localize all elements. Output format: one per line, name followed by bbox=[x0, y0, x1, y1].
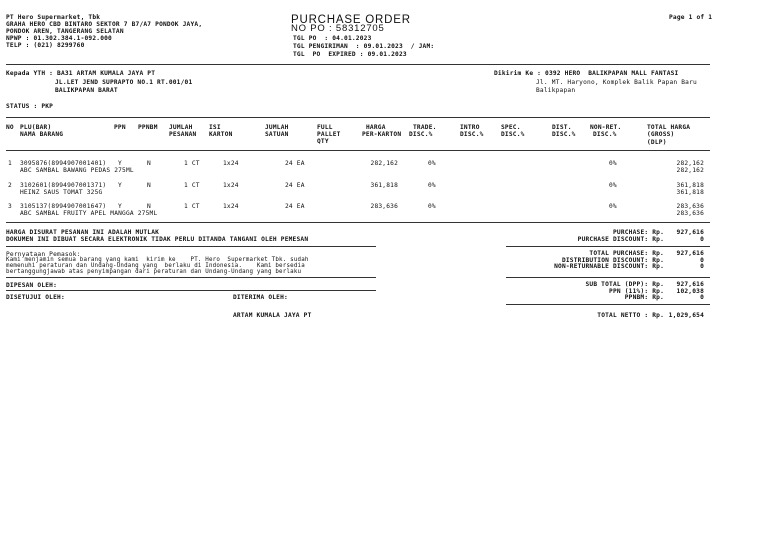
col-jumlah-pesanan-2: PESANAN bbox=[169, 131, 197, 138]
item-nonret: 0% bbox=[609, 203, 617, 210]
item-dlp: 282,162 bbox=[676, 167, 704, 174]
item-plu: 3095876(8994907001401) bbox=[20, 160, 107, 167]
total-label: PURCHASE DISCOUNT: Rp. bbox=[577, 236, 664, 243]
col-jumlah-pesanan-1: JUMLAH bbox=[169, 124, 193, 131]
item-pesanan: 1 CT bbox=[184, 203, 200, 210]
po-date: TGL PO : 04.01.2023 bbox=[293, 35, 372, 42]
item-dlp: 361,818 bbox=[676, 189, 704, 196]
total-label: TOTAL PURCHASE: Rp. bbox=[589, 250, 664, 257]
item-plu: 3105137(8994907001647) bbox=[20, 203, 107, 210]
item-pesanan: 1 CT bbox=[184, 182, 200, 189]
company-telp: TELP : (021) 8299760 bbox=[6, 42, 85, 49]
ordered-by-label: DIPESAN OLEH: bbox=[6, 282, 58, 289]
col-trade-1: TRADE. bbox=[413, 124, 437, 131]
total-value: 0 bbox=[700, 294, 704, 301]
item-pesanan: 1 CT bbox=[184, 160, 200, 167]
total-value: 927,616 bbox=[676, 281, 704, 288]
col-ppnbm: PPNBM bbox=[138, 124, 158, 131]
item-satuan: 24 EA bbox=[285, 182, 305, 189]
col-no: NO bbox=[6, 124, 14, 131]
total-label: SUB TOTAL (DPP): Rp. bbox=[585, 281, 664, 288]
recipient-address-1: JL.LET JEND SUPRAPTO NO.1 RT.001/01 bbox=[55, 79, 193, 86]
divider bbox=[506, 304, 710, 305]
total-value: 0 bbox=[700, 263, 704, 270]
note-electronic-document: DOKUMEN INI DIBUAT SECARA ELEKTRONIK TIDAK PERLU DITANDA TANGANI OLEH PEMESAN bbox=[6, 236, 309, 243]
total-netto-value: 1,029,654 bbox=[668, 312, 704, 319]
supplier-name-signature: ARTAM KUMALA JAYA PT bbox=[233, 312, 312, 319]
col-total-harga-2: (GROSS) bbox=[647, 131, 675, 138]
col-isi-karton-1: ISI bbox=[209, 124, 221, 131]
item-nonret: 0% bbox=[609, 182, 617, 189]
divider bbox=[6, 117, 710, 118]
divider bbox=[506, 246, 710, 247]
item-ppnbm: N bbox=[147, 160, 151, 167]
item-gross: 283,636 bbox=[676, 203, 704, 210]
total-value: 0 bbox=[700, 236, 704, 243]
item-nonret: 0% bbox=[609, 160, 617, 167]
col-full-pallet-1: FULL bbox=[317, 124, 333, 131]
total-label: PPNBM: Rp. bbox=[624, 294, 664, 301]
supplier-statement-line1: Kami menjamin semua barang yang kami kirim ke PT. Hero Supermarket Tbk. sudah bbox=[6, 257, 309, 263]
divider bbox=[6, 150, 710, 151]
item-ppnbm: N bbox=[147, 203, 151, 210]
item-plu: 3102601(8994907001371) bbox=[20, 182, 107, 189]
col-dist-2: DISC.% bbox=[552, 131, 576, 138]
total-value: 927,616 bbox=[676, 229, 704, 236]
item-isi: 1x24 bbox=[223, 182, 239, 189]
recipient-address-2: BALIKPAPAN BARAT bbox=[55, 87, 118, 94]
col-spec-2: DISC.% bbox=[501, 131, 525, 138]
col-total-harga-3: (DLP) bbox=[647, 139, 667, 146]
col-trade-2: DISC.% bbox=[409, 131, 433, 138]
page-indicator: Page 1 of 1 bbox=[669, 14, 713, 21]
item-isi: 1x24 bbox=[223, 203, 239, 210]
divider bbox=[506, 277, 710, 278]
recipient-label: Kepada YTH : BA31 ARTAM KUMALA JAYA PT bbox=[6, 70, 156, 77]
col-isi-karton-2: KARTON bbox=[209, 131, 233, 138]
po-delivery-date: TGL PENGIRIMAN : 09.01.2023 / JAM: bbox=[293, 43, 435, 50]
ship-to-label: Dikirim Ke : 0392 HERO BALIKPAPAN MALL FANTASI bbox=[494, 70, 679, 77]
item-trade: 0% bbox=[428, 182, 436, 189]
item-ppn: Y bbox=[118, 182, 122, 189]
total-netto-label: TOTAL NETTO : Rp. bbox=[597, 312, 664, 319]
col-full-pallet-2: PALLET bbox=[317, 131, 341, 138]
col-nama-barang: NAMA BARANG bbox=[20, 131, 64, 138]
item-harga: 361,818 bbox=[370, 182, 398, 189]
total-label: DISTRIBUTION DISCOUNT: Rp. bbox=[561, 257, 664, 264]
item-no: 1 bbox=[8, 160, 12, 167]
item-gross: 282,162 bbox=[676, 160, 704, 167]
col-plu: PLU(BAR) bbox=[20, 124, 52, 131]
item-satuan: 24 EA bbox=[285, 203, 305, 210]
total-label: PPN (11%): Rp. bbox=[609, 288, 664, 295]
company-npwp: NPWP : 01.302.384.1-092.000 bbox=[6, 35, 112, 42]
col-ppn: PPN bbox=[114, 124, 126, 131]
col-jumlah-satuan-1: JUMLAH bbox=[265, 124, 289, 131]
total-label: NON-RETURNABLE DISCOUNT: Rp. bbox=[554, 263, 664, 270]
ship-to-address-2: Balikpapan bbox=[536, 87, 576, 94]
divider bbox=[6, 222, 710, 223]
status: STATUS : PKP bbox=[6, 103, 54, 110]
item-no: 2 bbox=[8, 182, 12, 189]
po-expired-date: TGL PO EXPIRED : 09.01.2023 bbox=[293, 51, 407, 58]
company-address-1: GRAHA HERO CBD BINTARO SEKTOR 7 B7/A7 PONDOK JAYA, bbox=[6, 21, 203, 28]
item-trade: 0% bbox=[428, 203, 436, 210]
item-name: HEINZ SAUS TOMAT 325G bbox=[20, 189, 103, 196]
item-harga: 282,162 bbox=[370, 160, 398, 167]
col-spec-1: SPEC. bbox=[501, 124, 521, 131]
total-value: 102,038 bbox=[676, 288, 704, 295]
item-name: ABC SAMBAL FRUITY APEL MANGGA 275ML bbox=[20, 210, 158, 217]
company-name: PT Hero Supermarket, Tbk bbox=[6, 14, 101, 21]
item-no: 3 bbox=[8, 203, 12, 210]
ship-to-address-1: Jl. MT. Haryono, Komplek Balik Papan Baru bbox=[536, 79, 697, 86]
total-value: 927,616 bbox=[676, 250, 704, 257]
col-jumlah-satuan-2: SATUAN bbox=[265, 131, 289, 138]
col-harga-2: PER-KARTON bbox=[362, 131, 402, 138]
note-price-absolute: HARGA DISURAT PESANAN INI ADALAH MUTLAK bbox=[6, 229, 160, 236]
item-ppn: Y bbox=[118, 203, 122, 210]
po-number: NO PO : 58312705 bbox=[291, 23, 385, 34]
item-gross: 361,818 bbox=[676, 182, 704, 189]
col-nonret-2: DISC.% bbox=[593, 131, 617, 138]
company-address-2: PONDOK AREN, TANGERANG SELATAN bbox=[6, 28, 124, 35]
document-title: PURCHASE ORDER bbox=[291, 14, 411, 26]
received-by-label: DITERIMA OLEH: bbox=[233, 294, 288, 301]
divider bbox=[6, 277, 376, 278]
item-harga: 283,636 bbox=[370, 203, 398, 210]
col-full-pallet-3: QTY bbox=[317, 138, 329, 145]
item-isi: 1x24 bbox=[223, 160, 239, 167]
divider bbox=[6, 246, 376, 247]
divider bbox=[6, 290, 376, 291]
total-value: 0 bbox=[700, 257, 704, 264]
divider bbox=[6, 64, 710, 65]
supplier-statement-line2: memenuhi peraturan dan Undang-Undang yang berlaku di Indonesia. Kami bersedia bbox=[6, 263, 305, 269]
supplier-statement-title: Pernyataan Pemasok: bbox=[6, 251, 81, 258]
item-ppnbm: N bbox=[147, 182, 151, 189]
col-intro-2: DISC.% bbox=[460, 131, 484, 138]
col-harga-1: HARGA bbox=[366, 124, 386, 131]
item-satuan: 24 EA bbox=[285, 160, 305, 167]
col-total-harga-1: TOTAL HARGA bbox=[647, 124, 691, 131]
total-label: PURCHASE: Rp. bbox=[612, 229, 664, 236]
col-intro-1: INTRO bbox=[460, 124, 480, 131]
item-dlp: 283,636 bbox=[676, 210, 704, 217]
item-ppn: Y bbox=[118, 160, 122, 167]
approved-by-label: DISETUJUI OLEH: bbox=[6, 294, 65, 301]
item-trade: 0% bbox=[428, 160, 436, 167]
col-dist-1: DIST. bbox=[552, 124, 572, 131]
col-nonret-1: NON-RET. bbox=[590, 124, 622, 131]
item-name: ABC SAMBAL BAWANG PEDAS 275ML bbox=[20, 167, 134, 174]
supplier-statement-line3: bertanggungjawab atas penyimpangan dari peraturan dan Undang-Undang yang berlaku bbox=[6, 269, 302, 275]
